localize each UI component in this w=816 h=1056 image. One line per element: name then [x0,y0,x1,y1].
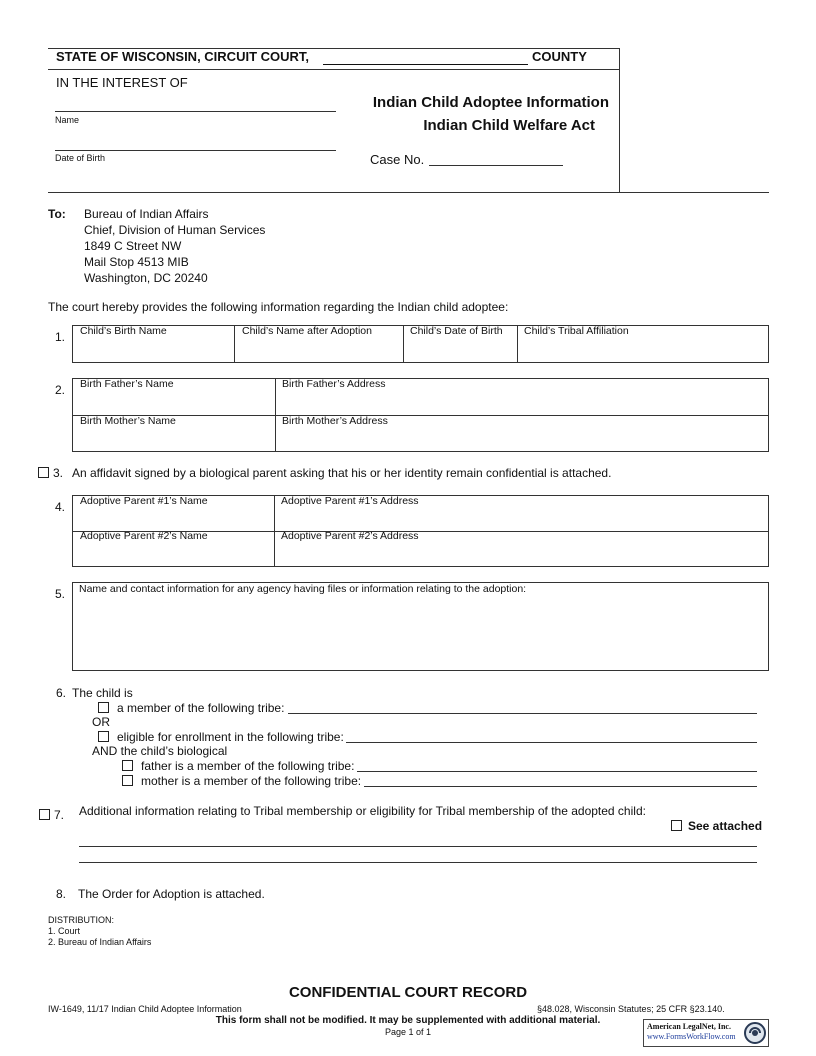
section-6-number: 6. [56,686,67,700]
tribe-member-field[interactable] [288,713,757,714]
and-biological-label: AND the child’s biological [92,744,228,758]
child-birth-name-field[interactable]: Child’s Birth Name [80,325,167,337]
mother-member-label: mother is a member of the following tribe: [141,774,362,788]
birth-parents-table [72,378,769,452]
child-adopted-name-field[interactable]: Child’s Name after Adoption [242,325,372,337]
agency-info-box[interactable] [72,582,769,671]
section-8-number: 8. [56,887,67,901]
county-field[interactable] [323,64,528,65]
distribution-label: DISTRIBUTION: [48,915,115,925]
additional-info-line-1[interactable] [79,846,757,847]
child-dob-field[interactable]: Child’s Date of Birth [410,325,503,337]
birth-father-address-field[interactable]: Birth Father’s Address [282,378,386,390]
see-attached-checkbox[interactable] [671,820,682,831]
section-1-number: 1. [55,330,66,344]
to-line: Mail Stop 4513 MIB [84,255,189,269]
adoptive-parent-1-address-field[interactable]: Adoptive Parent #1’s Address [281,495,419,507]
to-label: To: [48,207,66,221]
page-number: Page 1 of 1 [384,1027,432,1037]
birth-mother-address-field[interactable]: Birth Mother’s Address [282,415,388,427]
confidential-record-heading: CONFIDENTIAL COURT RECORD [288,984,528,1001]
county-label: COUNTY [532,49,587,64]
to-line: 1849 C Street NW [84,239,182,253]
case-no-field[interactable] [429,165,563,166]
mother-tribe-field[interactable] [364,786,757,787]
father-member-checkbox[interactable] [122,760,133,771]
name-field[interactable] [55,111,336,112]
distribution-item: 1. Court [48,926,81,936]
statutes-citation: §48.028, Wisconsin Statutes; 25 CFR §23.140. [537,1004,725,1014]
child-is-label: The child is [72,686,133,700]
child-info-table [72,325,769,363]
affidavit-checkbox[interactable] [38,467,49,478]
form-title: Indian Child Adoptee Information [372,94,609,111]
dob-label: Date of Birth [55,153,106,163]
adoptive-parent-1-name-field[interactable]: Adoptive Parent #1’s Name [80,495,208,507]
mother-member-checkbox[interactable] [122,775,133,786]
tribe-member-label: a member of the following tribe: [117,701,285,715]
additional-info-checkbox[interactable] [39,809,50,820]
name-label: Name [55,115,80,125]
section-7-number: 7. [54,808,65,822]
globe-icon [744,1022,766,1044]
father-member-label: father is a member of the following tribe: [141,759,355,773]
additional-info-line-2[interactable] [79,862,757,863]
section-5-number: 5. [55,587,66,601]
adoptive-parents-table [72,495,769,567]
intro-text: The court hereby provides the following information regarding the Indian child adoptee: [48,300,509,314]
birth-father-name-field[interactable]: Birth Father’s Name [80,378,174,390]
father-tribe-field[interactable] [357,771,757,772]
tribe-eligible-checkbox[interactable] [98,731,109,742]
publisher-logo [643,1019,769,1047]
section-4-number: 4. [55,500,66,514]
adoptive-parent-2-address-field[interactable]: Adoptive Parent #2’s Address [281,530,419,542]
distribution-item: 2. Bureau of Indian Affairs [48,937,152,947]
or-label: OR [92,715,110,729]
publisher-url: www.FormsWorkFlow.com [647,1032,736,1041]
dob-field[interactable] [55,150,336,151]
tribe-eligible-label: eligible for enrollment in the following tribe: [117,730,344,744]
to-line: Chief, Division of Human Services [84,223,266,237]
affidavit-text: An affidavit signed by a biological parent asking that his or her identity remain confidential is attached. [72,466,612,480]
publisher-name: American LegalNet, Inc. [647,1022,731,1031]
child-tribal-affiliation-field[interactable]: Child’s Tribal Affiliation [524,325,629,337]
form-notice: This form shall not be modified. It may be supplemented with additional material. [215,1015,601,1026]
section-2-number: 2. [55,383,66,397]
state-court-heading: STATE OF WISCONSIN, CIRCUIT COURT, [56,49,310,64]
form-id: IW-1649, 11/17 Indian Child Adoptee Information [48,1004,242,1014]
case-no-label: Case No. [370,152,425,167]
birth-mother-name-field[interactable]: Birth Mother’s Name [80,415,176,427]
in-interest-label: IN THE INTEREST OF [56,75,188,90]
adoptive-parent-2-name-field[interactable]: Adoptive Parent #2’s Name [80,530,208,542]
additional-info-text: Additional information relating to Tribal membership or eligibility for Tribal membership of the adopted child: [79,804,646,818]
adoption-order-text: The Order for Adoption is attached. [78,887,265,901]
to-line: Bureau of Indian Affairs [84,207,209,221]
to-line: Washington, DC 20240 [84,271,208,285]
see-attached-label: See attached [688,819,763,833]
agency-info-label: Name and contact information for any agency having files or information relating to the adoption: [79,583,527,595]
tribe-member-checkbox[interactable] [98,702,109,713]
section-3-number: 3. [53,466,64,480]
tribe-eligible-field[interactable] [346,742,757,743]
form-subtitle: Indian Child Welfare Act [423,117,595,134]
